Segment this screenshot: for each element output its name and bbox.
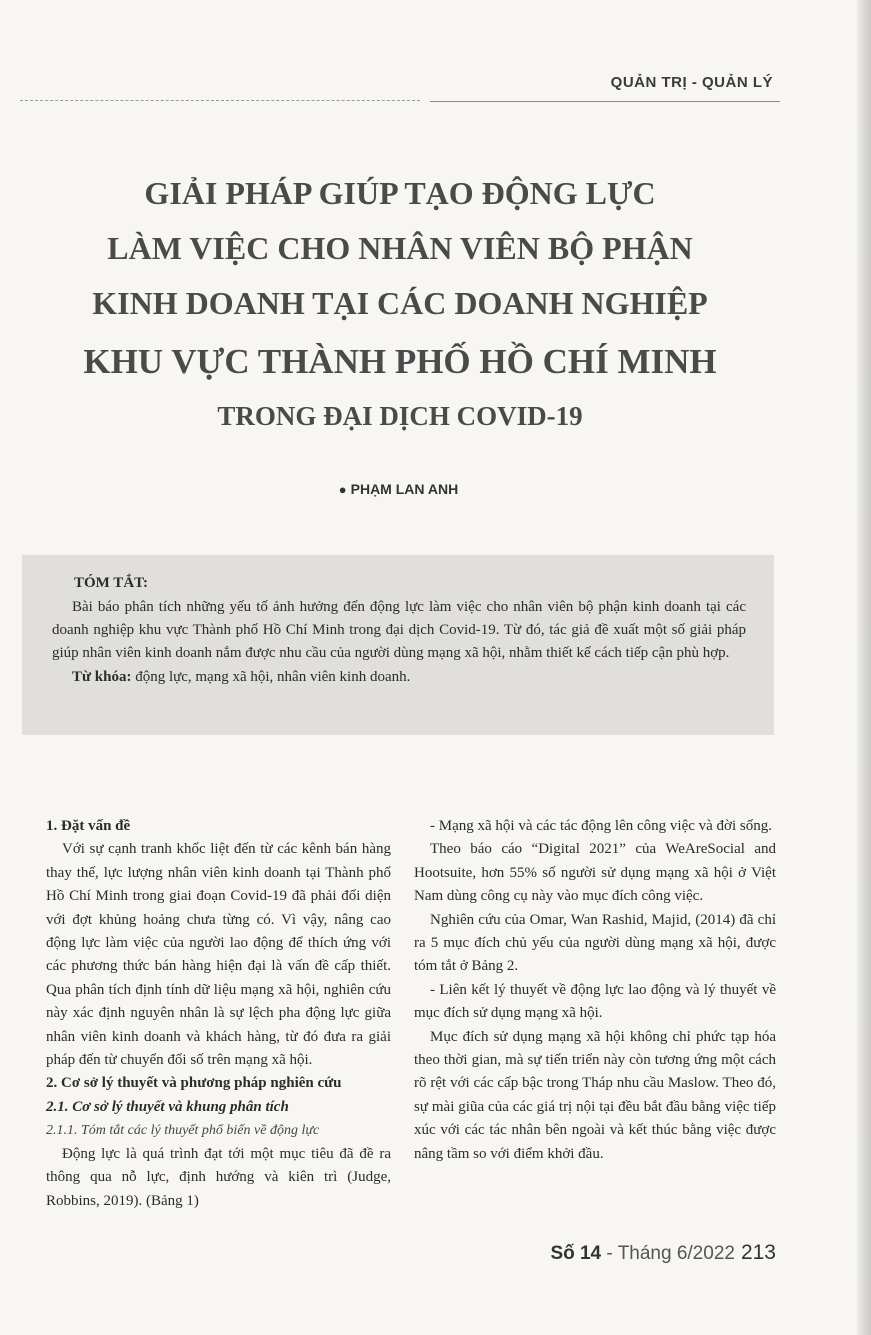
heading-1: 1. Đặt vấn đề: [46, 818, 131, 834]
title-line-3: KINH DOANH TẠI CÁC DOANH NGHIỆP: [92, 285, 708, 321]
paragraph: - Liên kết lý thuyết về động lực lao động và lý thuyết về mục đích sử dụng mạng xã hội.: [414, 981, 776, 1022]
title-line-2: LÀM VIỆC CHO NHÂN VIÊN BỘ PHẬN: [107, 230, 693, 266]
section-label: QUẢN TRỊ - QUẢN LÝ: [610, 74, 773, 91]
paragraph: Động lực là quá trình đạt tới một mục tiêu đã đề ra thông qua nỗ lực, định hướng và kiên trì (Judge, Robbins, 2019). (Bảng 1): [46, 1145, 391, 1209]
title-line-1: GIẢI PHÁP GIÚP TẠO ĐỘNG LỰC: [144, 175, 656, 211]
paragraph: Theo báo cáo “Digital 2021” của WeAreSocial and Hootsuite, hơn 55% số người sử dụng mạng xã hội ở Việt Nam dùng công cụ này vào mục đích công việc.: [414, 841, 776, 905]
title-line-5: TRONG ĐẠI DỊCH COVID-19: [217, 401, 583, 431]
header-rule-dashed: [20, 100, 420, 101]
bullet-icon: ●: [338, 482, 347, 497]
page-number: 213: [740, 1241, 776, 1264]
paragraph: Với sự cạnh tranh khốc liệt đến từ các kênh bán hàng thay thế, lực lượng nhân viên kinh doanh tại Thành phố Hồ Chí Minh trong giai đoạn Covid-19 đã phải đối diện với đợt khủng hoảng chưa từng có. Vì vậy, nâng cao động lực làm việc của người lao động để thích ứng với các phương thức bán hàng hiện đại là vấn đề cấp thiết. Qua phân tích định tính dữ liệu mạng xã hội, nghiên cứu này xác định nguyên nhân là sự lệch pha động lực giữa nhân viên kinh doanh và khách hàng, từ đó đưa ra giải pháp đến từ chuyển đổi số trên mạng xã hội.: [46, 841, 391, 1069]
author-byline: [0, 481, 797, 497]
keywords: [72, 666, 746, 689]
left-column: [46, 815, 391, 1213]
issue-month: Tháng 6/2022: [617, 1243, 735, 1264]
header-rule-solid: [430, 101, 780, 102]
paragraph: - Mạng xã hội và các tác động lên công việc và đời sống.: [430, 818, 772, 834]
page-footer: [550, 1241, 776, 1265]
title-line-4: KHU VỰC THÀNH PHỐ HỒ CHÍ MINH: [83, 342, 717, 381]
abstract-body: Bài báo phân tích những yếu tố ảnh hưởng đến động lực làm việc cho nhân viên bộ phận kinh doanh tại các doanh nghiệp khu vực Thành phố Hồ Chí Minh trong đại dịch Covid-19. Từ đó, tác giả đề xuất một số giải pháp giúp nhân viên kinh doanh nắm được nhu cầu của người dùng mạng xã hội, nhằm thiết kế cách tiếp cận phù hợp.: [52, 599, 746, 661]
heading-2: 2. Cơ sở lý thuyết và phương pháp nghiên cứu: [46, 1075, 342, 1092]
article-title: [40, 166, 760, 439]
right-column: [414, 815, 776, 1166]
author-name: PHẠM LAN ANH: [350, 481, 459, 497]
abstract-heading: TÓM TẮT:: [74, 575, 149, 591]
paragraph: Mục đích sử dụng mạng xã hội không chỉ phức tạp hóa theo thời gian, mà sự tiến triển này còn tương ứng một cách rõ rệt với các cấp bậc trong Tháp nhu cầu Maslow. Theo đó, sự mài giũa của các giá trị nội tại đều bắt đầu bằng việc tiếp xúc với các tác nhân bên ngoài và kết thúc bằng việc được nâng tầm so với điểm khởi đầu.: [414, 1028, 776, 1162]
issue-number: Số 14: [550, 1243, 602, 1264]
footer-separator: -: [601, 1243, 618, 1264]
heading-2-1-1: 2.1.1. Tóm tắt các lý thuyết phổ biến về động lực: [46, 1123, 320, 1139]
keywords-label: Từ khóa:: [72, 669, 132, 685]
abstract-box: [22, 555, 774, 735]
page-gutter-shadow: [857, 0, 871, 1335]
paragraph: Nghiên cứu của Omar, Wan Rashid, Majid, (2014) đã chỉ ra 5 mục đích chủ yếu của người dùng mạng xã hội, được tóm tắt ở Bảng 2.: [414, 911, 776, 975]
heading-2-1: 2.1. Cơ sở lý thuyết và khung phân tích: [46, 1098, 289, 1115]
keywords-text: động lực, mạng xã hội, nhân viên kinh doanh.: [131, 669, 411, 685]
